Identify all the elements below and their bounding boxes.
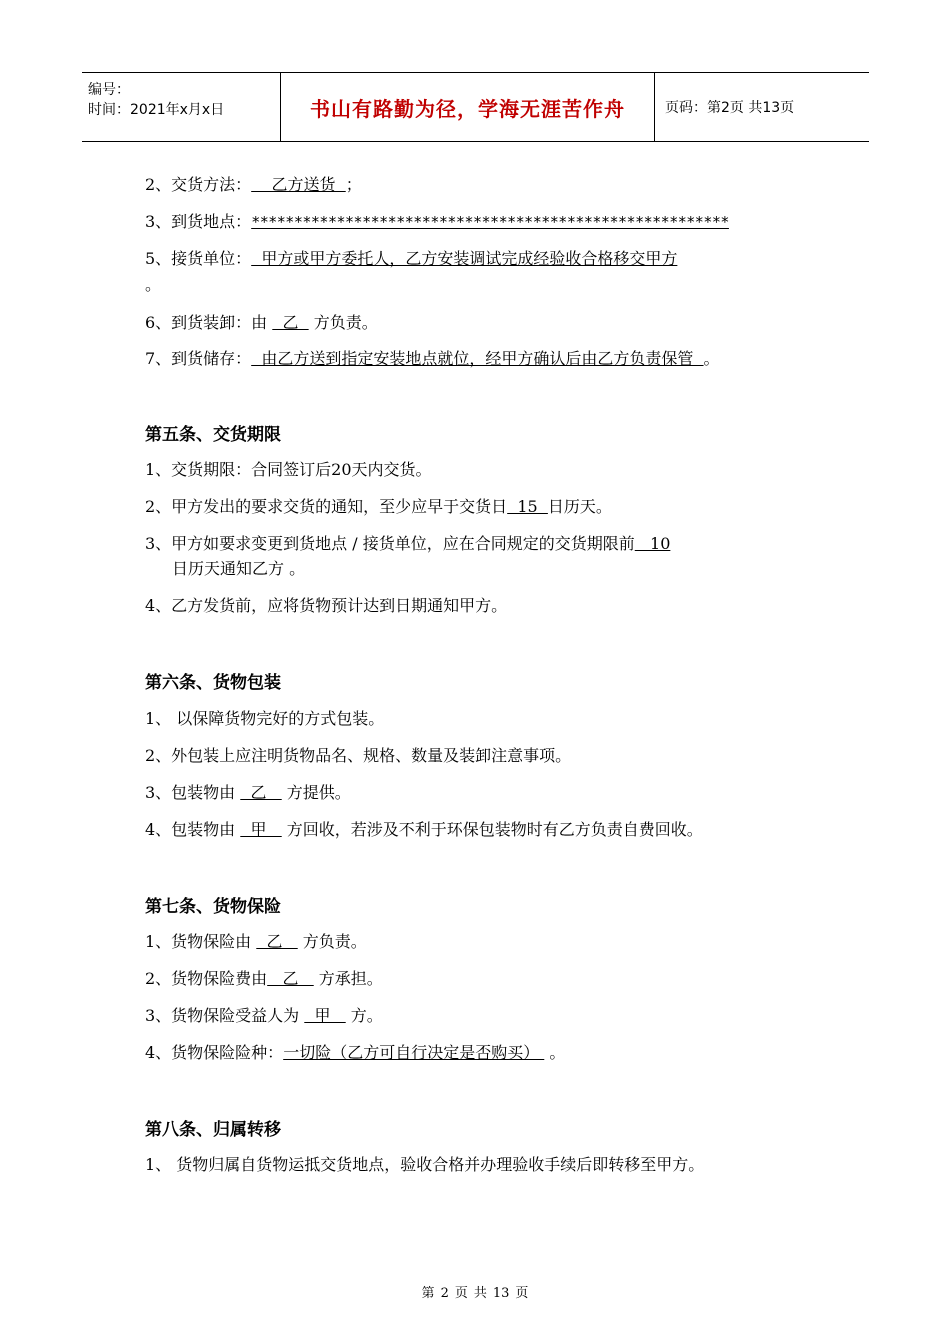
- section-5-title: 第五条、交货期限: [145, 425, 281, 445]
- document-number-label: 编号：: [88, 82, 130, 98]
- section-6-item-1: 1、 以保障货物完好的方式包装。: [145, 709, 385, 728]
- document-time-label: 时间：2021年x月x日: [88, 102, 225, 118]
- notice-days-value: 15: [507, 497, 548, 516]
- delivery-method-end: ；: [345, 175, 362, 194]
- change-notice-days-value: 10: [634, 534, 671, 553]
- header-motto: 书山有路勤为径，学海无涯苦作舟: [310, 96, 625, 121]
- header-page-info: 页码：第2页 共13页: [665, 100, 795, 116]
- section-5-item-2: [145, 494, 612, 517]
- delivery-location-line: [145, 209, 729, 232]
- storage-value: 由乙方送到指定安装地点就位，经甲方确认后由乙方负责保管: [251, 349, 704, 368]
- delivery-method-label: 2、交货方法：: [145, 175, 252, 194]
- section-7-item-4: [145, 1040, 565, 1063]
- footer-total-pages: 13: [492, 1286, 510, 1301]
- beneficiary-end: 方。: [345, 1006, 383, 1025]
- section-6-title: 第六条、货物包装: [145, 673, 281, 693]
- section-7-title: 第七条、货物保险: [145, 897, 281, 917]
- insurance-type-value: 一切险（乙方可自行决定是否购买）: [283, 1043, 545, 1062]
- beneficiary-label: 3、货物保险受益人为: [145, 1006, 305, 1025]
- storage-end: 。: [703, 349, 720, 368]
- delivery-location-value: ********************************************************: [251, 213, 729, 231]
- page-header: [82, 72, 869, 142]
- packaging-recovery-label: 4、包装物由: [145, 820, 241, 839]
- unloading-end: 方负责。: [308, 313, 378, 332]
- storage-line: [145, 346, 720, 369]
- receiving-unit-line: [145, 246, 677, 269]
- unloading-label: 6、到货装卸：由: [145, 313, 273, 332]
- insurance-party-label: 1、货物保险由: [145, 932, 257, 951]
- packaging-recovery-value: 甲: [240, 820, 282, 839]
- insurance-party-value: 乙: [256, 932, 298, 951]
- footer-word: 页: [515, 1286, 529, 1301]
- section-6-item-4: [145, 817, 703, 840]
- section-6-item-3: [145, 780, 351, 803]
- page-footer: [0, 1282, 950, 1301]
- beneficiary-value: 甲: [304, 1006, 346, 1025]
- section-5-item-3-continuation: 日历天通知乙方 。: [172, 559, 306, 578]
- footer-word: 页: [454, 1286, 468, 1301]
- packaging-provider-label: 3、包装物由: [145, 783, 241, 802]
- unloading-value: 乙: [272, 313, 309, 332]
- section-7-item-2: [145, 966, 383, 989]
- receiving-unit-value: 甲方或甲方委托人，乙方安装调试完成经验收合格移交甲方: [251, 249, 678, 268]
- packaging-provider-end: 方提供。: [281, 783, 351, 802]
- section-8-title: 第八条、归属转移: [145, 1120, 281, 1140]
- delivery-method-line: [145, 172, 362, 195]
- header-motto-cell: [281, 73, 655, 141]
- footer-word: 共: [473, 1286, 487, 1301]
- packaging-recovery-end: 方回收，若涉及不利于环保包装物时有乙方负责自费回收。: [281, 820, 703, 839]
- receiving-unit-label: 5、接货单位：: [145, 249, 252, 268]
- notice-days-end: 日历天。: [547, 497, 612, 516]
- change-notice-label: 3、甲方如要求变更到货地点 / 接货单位，应在合同规定的交货期限前: [145, 534, 635, 553]
- section-8-item-1: 1、 货物归属自货物运抵交货地点，验收合格并办理验收手续后即转移至甲方。: [145, 1155, 705, 1174]
- insurance-type-end: 。: [544, 1043, 566, 1062]
- section-6-item-2: 2、外包装上应注明货物品名、规格、数量及装卸注意事项。: [145, 746, 572, 765]
- insurance-fee-end: 方承担。: [313, 969, 383, 988]
- insurance-type-label: 4、货物保险险种：: [145, 1043, 284, 1062]
- section-5-item-3: [145, 531, 670, 554]
- section-5-item-4: 4、乙方发货前，应将货物预计达到日期通知甲方。: [145, 596, 508, 615]
- footer-word: 第: [421, 1286, 435, 1301]
- delivery-method-value: 乙方送货: [251, 175, 346, 194]
- insurance-fee-value: 乙: [267, 969, 314, 988]
- footer-page-number: 2: [440, 1286, 449, 1301]
- section-7-item-3: [145, 1003, 383, 1026]
- insurance-fee-label: 2、货物保险费由: [145, 969, 268, 988]
- delivery-location-label: 3、到货地点：: [145, 212, 252, 231]
- unloading-line: [145, 310, 378, 333]
- section-7-item-1: [145, 929, 367, 952]
- storage-label: 7、到货储存：: [145, 349, 252, 368]
- section-5-item-1: 1、交货期限：合同签订后20天内交货。: [145, 460, 432, 479]
- packaging-provider-value: 乙: [240, 783, 282, 802]
- insurance-party-end: 方负责。: [297, 932, 367, 951]
- notice-label: 2、甲方发出的要求交货的通知，至少应早于交货日: [145, 497, 508, 516]
- header-meta-cell: [82, 73, 281, 141]
- receiving-unit-continuation: 。: [145, 275, 162, 294]
